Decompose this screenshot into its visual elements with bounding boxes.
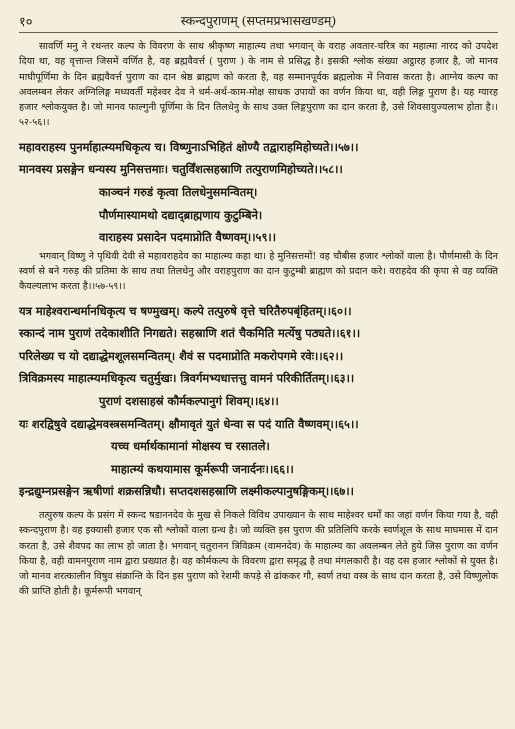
verse-line: स्कान्दं नाम पुराणं तदेकाशीति निगद्यते। सहस्राणि शतं चैकमिति मर्त्येषु पठ्यते।।६१।। [19, 326, 361, 341]
verse-line: यच्च धर्मार्थकामानां मोक्षस्य च रसातले। [111, 439, 270, 454]
verse-line: माहात्म्यं कथयामास कूर्मरूपी जनार्दनः।।६६।। [111, 461, 294, 476]
verse-line: पौर्णमास्यामथो दद्याद्ब्राह्मणाय कुटुम्बिने। [99, 207, 263, 222]
verse-line: मानवस्य प्रसङ्गेन धन्यस्य मुनिसत्तमाः। चतुर्विंशत्सहस्राणि तत्पुराणमिहोच्यते।।५८।। [19, 162, 343, 177]
page-number: १० [19, 15, 33, 30]
commentary-paragraph: सावर्णि मनु ने रथन्तर कल्प के विवरण के साथ श्रीकृष्ण माहात्म्य तथा भगवान् के वराह अवतार-चरित्र का महात्मा नारद को उपदेश दिया था, वह वृत्तान्त जिसमें वर्णित है, वह ब्रह्मवैवर्त्त ( पुराण ) के नाम से प्रसिद्ध है। इसकी श्लोक संख्या अट्ठारह हजार है, जो मानव माघीपूर्णिमा के दिन ब्रह्मवैवर्त्त पुराण का दान श्रेष्ठ ब्राह्मण को करता है, वह सम्मानपूर्वक ब्रह्मलोक में निवास करता है। आग्नेय कल्प का अवलम्बन लेकर अग्निलिङ्ग मध्यवर्ती महेश्वर देव ने धर्म-अर्थ-काम-मोक्ष साधक उपायों का वर्णन किया था, वही लिङ्ग पुराण है। यह ग्यारह हजार श्लोकयुक्त है। जो मानव फाल्गुनी पूर्णिमा के दिन तिलधेनु के साथ उक्त लिङ्गपुराण का दान करता है, उसे शिवसायुज्यलाभ होता है।।५२-५६।। [19, 41, 498, 129]
verse-line: त्रिविक्रमस्य माहात्म्यमधिकृत्य चतुर्मुखः। त्रिवर्गमभ्यधात्तत्तु वामनं परिकीर्तितम्।।६३।। [19, 371, 355, 386]
verse-line: वाराहस्य प्रसादेन पदमाप्नोति वैष्णवम्।।५९।। [99, 230, 277, 245]
commentary-paragraph: भगवान् विष्णु ने पृथिवी देवी से महावराहदेव का माहात्म्य कहा था। हे मुनिसत्तमों! वह चौबीस हजार श्लोकों वाला है। पौर्णमासी के दिन स्वर्ण से बने गरुड़ की प्रतिमा के साथ तथा तिलधेनु और वराहपुराण का दान कुटुम्बी ब्राह्मण को प्रदान करे। वराहदेव की कृपा से वह व्यक्ति कैवल्यलाभ करता है।।५७-५९।। [19, 250, 498, 293]
verse-line: महावराहस्य पुनर्माहात्म्यमधिकृत्य च। विष्णुनाऽभिहितं क्षोण्यै तद्वाराहमिहोच्यते।।५७।। [19, 139, 359, 154]
verse-line: इन्द्रद्युम्नप्रसङ्गेन ऋषीणां शक्रसन्निधौ। सप्तदशसहस्राणि लक्ष्मीकल्पानुषङ्गिकम्।।६७।। [19, 484, 354, 499]
verse-line: यः शरद्विषुवे दद्याद्धेमवस्त्रसमन्वितम्। क्षौमावृतं युतं धेन्वा स पदं याति वैष्णवम्।।६५।। [19, 416, 359, 431]
verse-line: पुराणं दशसाहस्रं कौर्मकल्पानुगं शिवम्।।६४।। [99, 394, 279, 409]
running-title: स्कन्दपुराणम् (सप्तमप्रभासखण्डम्) [180, 13, 337, 28]
verse-line: काञ्चनं गरुडं कृत्वा तिलधेनुसमन्वितम्। [99, 184, 258, 199]
page-header [19, 12, 498, 33]
verse-line: यत्र माहेश्वरान्धर्मानधिकृत्य च षण्मुखम्। कल्पे तत्पुरुषे वृत्ते चरितैरुपबृंहितम्।।६०।। [19, 303, 352, 318]
commentary-paragraph: तत्पुरुष कल्प के प्रसंग में स्कन्द षडाननदेव के मुख से निकले विविध उपाख्यान के साथ माहेश्वर धर्मों का जहां वर्णन किया गया है, वही स्कन्दपुराण है। वह इक्यासी हजार एक सौ श्लोकों वाला ग्रन्थ है। जो व्यक्ति इस पुराण की प्रतिलिपि करके स्वर्णशूल के साथ माघमास में दान करता है, उसे शैवपद का लाभ हो जाता है। भगवान् चतुरानन त्रिविक्रम (वामनदेव) के माहात्म्य का अवलम्बन लेते हुये जिस पुराण का वर्णन किया है, वही वामनपुराण नाम द्वारा प्रख्यात है। वह कौर्मकल्प के विवरण द्वारा समृद्ध है तथा मंगलकारी है। वह दस हजार श्लोकों से युक्त है। जो मानव शरत्कालीन विषुव संक्रान्ति के दिन इस पुराण को रेशमी कपड़े से ढांककर गौ, स्वर्ण तथा वस्त्र के साथ दान करता है, उसे विष्णुलोक की प्राप्ति होती है। कूर्मरूपी भगवान् [19, 509, 498, 598]
verse-line: परिलेख्य च यो दद्याद्धेमशूलसमन्वितम्। शैवं स पदमाप्नोति मकरोपगमे रवेः।।६२।। [19, 348, 344, 363]
